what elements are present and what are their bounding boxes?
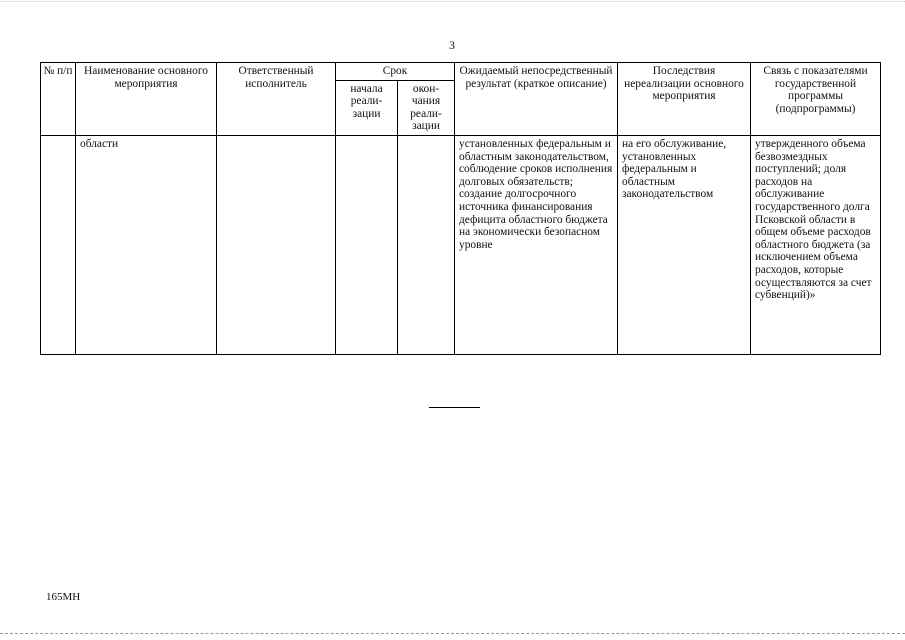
header-term: Срок xyxy=(336,63,455,81)
page-number: 3 xyxy=(449,38,455,52)
header-name: Наименование основного мероприятия xyxy=(76,63,217,136)
header-term-start: начала реали-зации xyxy=(336,80,398,135)
cell-num xyxy=(41,135,76,354)
table-row xyxy=(41,135,881,354)
header-executor: Ответственный исполнитель xyxy=(217,63,336,136)
cell-executor xyxy=(217,135,336,354)
cell-term-start xyxy=(336,135,398,354)
cell-term-end xyxy=(398,135,455,354)
header-term-end: окон-чания реали-зации xyxy=(398,80,455,135)
measures-table xyxy=(40,62,881,355)
scan-edge-bottom xyxy=(0,633,905,634)
end-divider xyxy=(429,407,480,408)
header-indicators: Связь с показателями государственной программы (подпрограммы) xyxy=(751,63,881,136)
header-num: № п/п xyxy=(41,63,76,136)
header-consequences: Последствия нереализации основного мероприятия xyxy=(618,63,751,136)
scan-edge-top xyxy=(0,1,905,2)
cell-indicators: утвержденного объема безвозмездных поступлений; доля расходов на обслуживание государственного долга Псковской области в общем объеме расходов областного бюджета (за исключением объема расходов, которые осуществляются за счет субвенций)» xyxy=(751,135,881,354)
cell-name: области xyxy=(76,135,217,354)
cell-result: установленных федеральным и областным законодательством, соблюдение сроков исполнения долговых обязательств; создание долгосрочного источника финансирования дефицита областного бюджета на экономически безопасном уровне xyxy=(455,135,618,354)
header-result: Ожидаемый непосредственный результат (краткое описание) xyxy=(455,63,618,136)
document-code: 165МН xyxy=(46,591,81,603)
cell-consequences: на его обслуживание, установленных федеральным и областным законодательством xyxy=(618,135,751,354)
